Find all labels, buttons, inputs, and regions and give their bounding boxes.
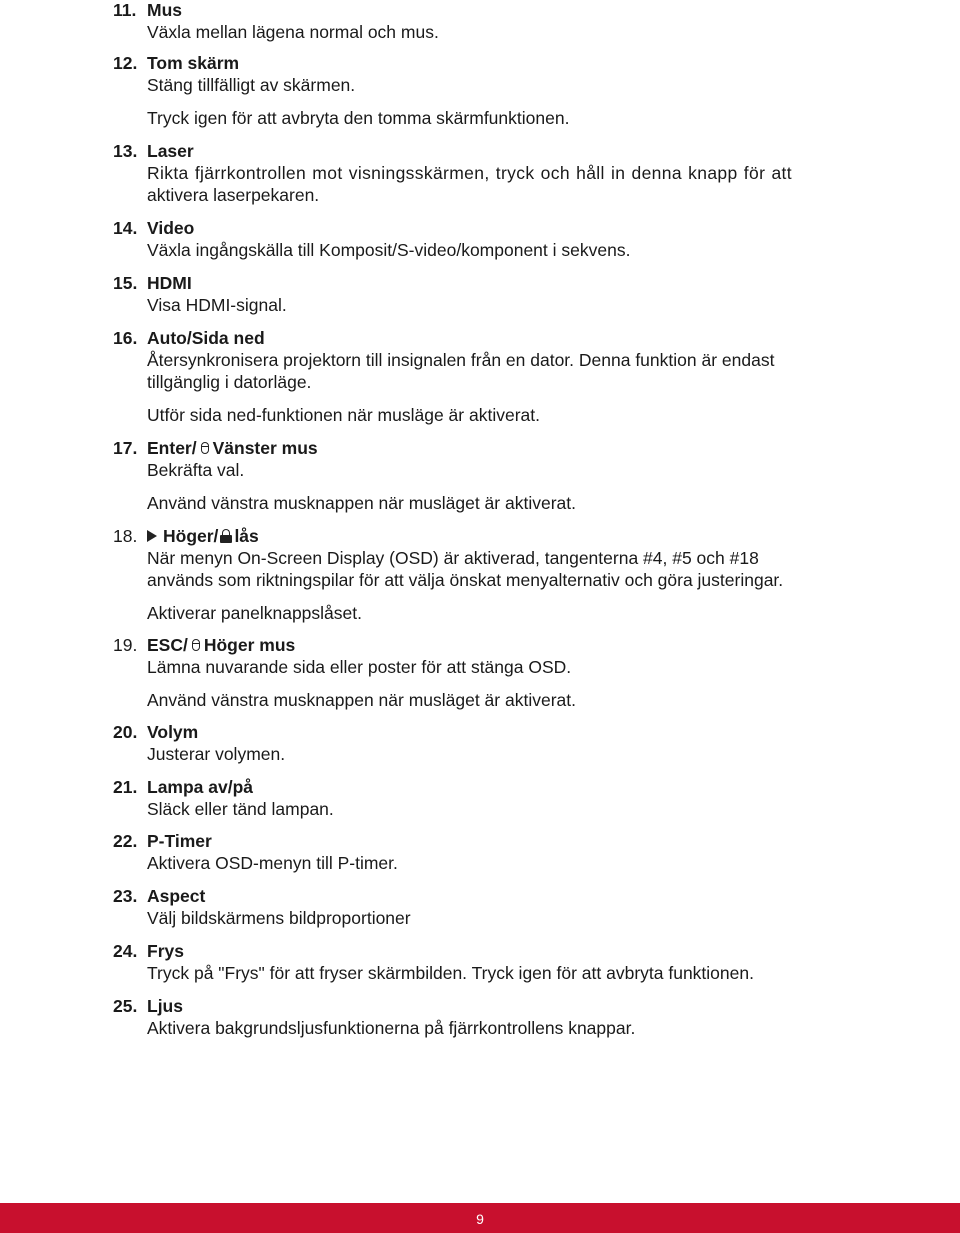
item-description: Använd vänstra musknappen när musläget är aktiverat. xyxy=(147,690,576,710)
item-title xyxy=(147,525,259,547)
item-title: Tom skärm xyxy=(147,53,240,73)
item-title: HDMI xyxy=(147,273,192,293)
item-title: Aspect xyxy=(147,886,206,906)
item-description: Utför sida ned-funktionen när musläge är aktiverat. xyxy=(147,405,540,425)
item-description: Visa HDMI-signal. xyxy=(147,295,287,315)
item-description: används som riktningspilar för att välja önskat menyalternativ och göra justeringar. xyxy=(147,570,784,590)
item-number: 21. xyxy=(113,777,138,797)
item-description: Aktivera bakgrundsljusfunktionerna på fjärrkontrollens knappar. xyxy=(147,1018,636,1038)
item-title-part: Vänster mus xyxy=(212,438,318,458)
item-title: Frys xyxy=(147,941,184,961)
item-number: 25. xyxy=(113,996,138,1016)
item-title: Lampa av/på xyxy=(147,777,254,797)
item-description: Aktivera OSD-menyn till P-timer. xyxy=(147,853,398,873)
item-description: Lämna nuvarande sida eller poster för att stänga OSD. xyxy=(147,657,572,677)
item-number: 24. xyxy=(113,941,138,961)
mouse-left-icon xyxy=(201,442,209,454)
item-number: 17. xyxy=(113,438,138,458)
item-number: 15. xyxy=(113,273,138,293)
item-description: Växla mellan lägena normal och mus. xyxy=(147,22,439,42)
item-number: 22. xyxy=(113,831,138,851)
item-description: Återsynkronisera projektorn till insignalen från en dator. Denna funktion är endast xyxy=(147,350,775,370)
item-title-part: lås xyxy=(234,526,259,546)
item-description: tillgänglig i datorläge. xyxy=(147,372,312,392)
item-number: 23. xyxy=(113,886,138,906)
item-number: 18. xyxy=(113,526,138,546)
item-description: Bekräfta val. xyxy=(147,460,245,480)
item-title xyxy=(147,634,295,656)
lock-icon xyxy=(220,529,232,543)
mouse-right-icon xyxy=(192,639,200,651)
item-description: Justerar volymen. xyxy=(147,744,286,764)
item-description: Stäng tillfälligt av skärmen. xyxy=(147,75,356,95)
item-title: Auto/Sida ned xyxy=(147,328,265,348)
item-description: Aktiverar panelknappslåset. xyxy=(147,603,362,623)
item-description: Rikta fjärrkontrollen mot visningsskärmen, tryck och håll in denna knapp för att xyxy=(147,163,792,183)
item-number: 13. xyxy=(113,141,138,161)
footer-bar xyxy=(0,1203,960,1233)
item-description: Använd vänstra musknappen när musläget är aktiverat. xyxy=(147,493,576,513)
item-number: 19. xyxy=(113,635,138,655)
item-title-part: Höger/ xyxy=(163,526,219,546)
item-title: Volym xyxy=(147,722,199,742)
item-description: Släck eller tänd lampan. xyxy=(147,799,334,819)
item-number: 14. xyxy=(113,218,138,238)
item-title: Mus xyxy=(147,0,182,20)
page-number: 9 xyxy=(476,1211,484,1227)
item-title: P-Timer xyxy=(147,831,212,851)
item-title: Laser xyxy=(147,141,194,161)
item-description: aktivera laserpekaren. xyxy=(147,185,320,205)
item-description: Välj bildskärmens bildproportioner xyxy=(147,908,411,928)
item-description: Växla ingångskälla till Komposit/S-video/komponent i sekvens. xyxy=(147,240,631,260)
item-title: Ljus xyxy=(147,996,183,1016)
item-description: Tryck igen för att avbryta den tomma skärmfunktionen. xyxy=(147,108,570,128)
item-description: Tryck på "Frys" för att fryser skärmbilden. Tryck igen för att avbryta funktionen. xyxy=(147,963,754,983)
item-description: När menyn On-Screen Display (OSD) är aktiverad, tangenterna #4, #5 och #18 xyxy=(147,548,759,568)
right-arrow-icon xyxy=(147,530,157,542)
item-number: 11. xyxy=(113,0,137,20)
item-number: 20. xyxy=(113,722,138,742)
item-number: 12. xyxy=(113,53,138,73)
item-title-part: Höger mus xyxy=(203,635,296,655)
item-number: 16. xyxy=(113,328,138,348)
item-title xyxy=(147,437,318,459)
item-title-part: Enter/ xyxy=(147,438,197,458)
item-title: Video xyxy=(147,218,195,238)
item-title-part: ESC/ xyxy=(147,635,188,655)
